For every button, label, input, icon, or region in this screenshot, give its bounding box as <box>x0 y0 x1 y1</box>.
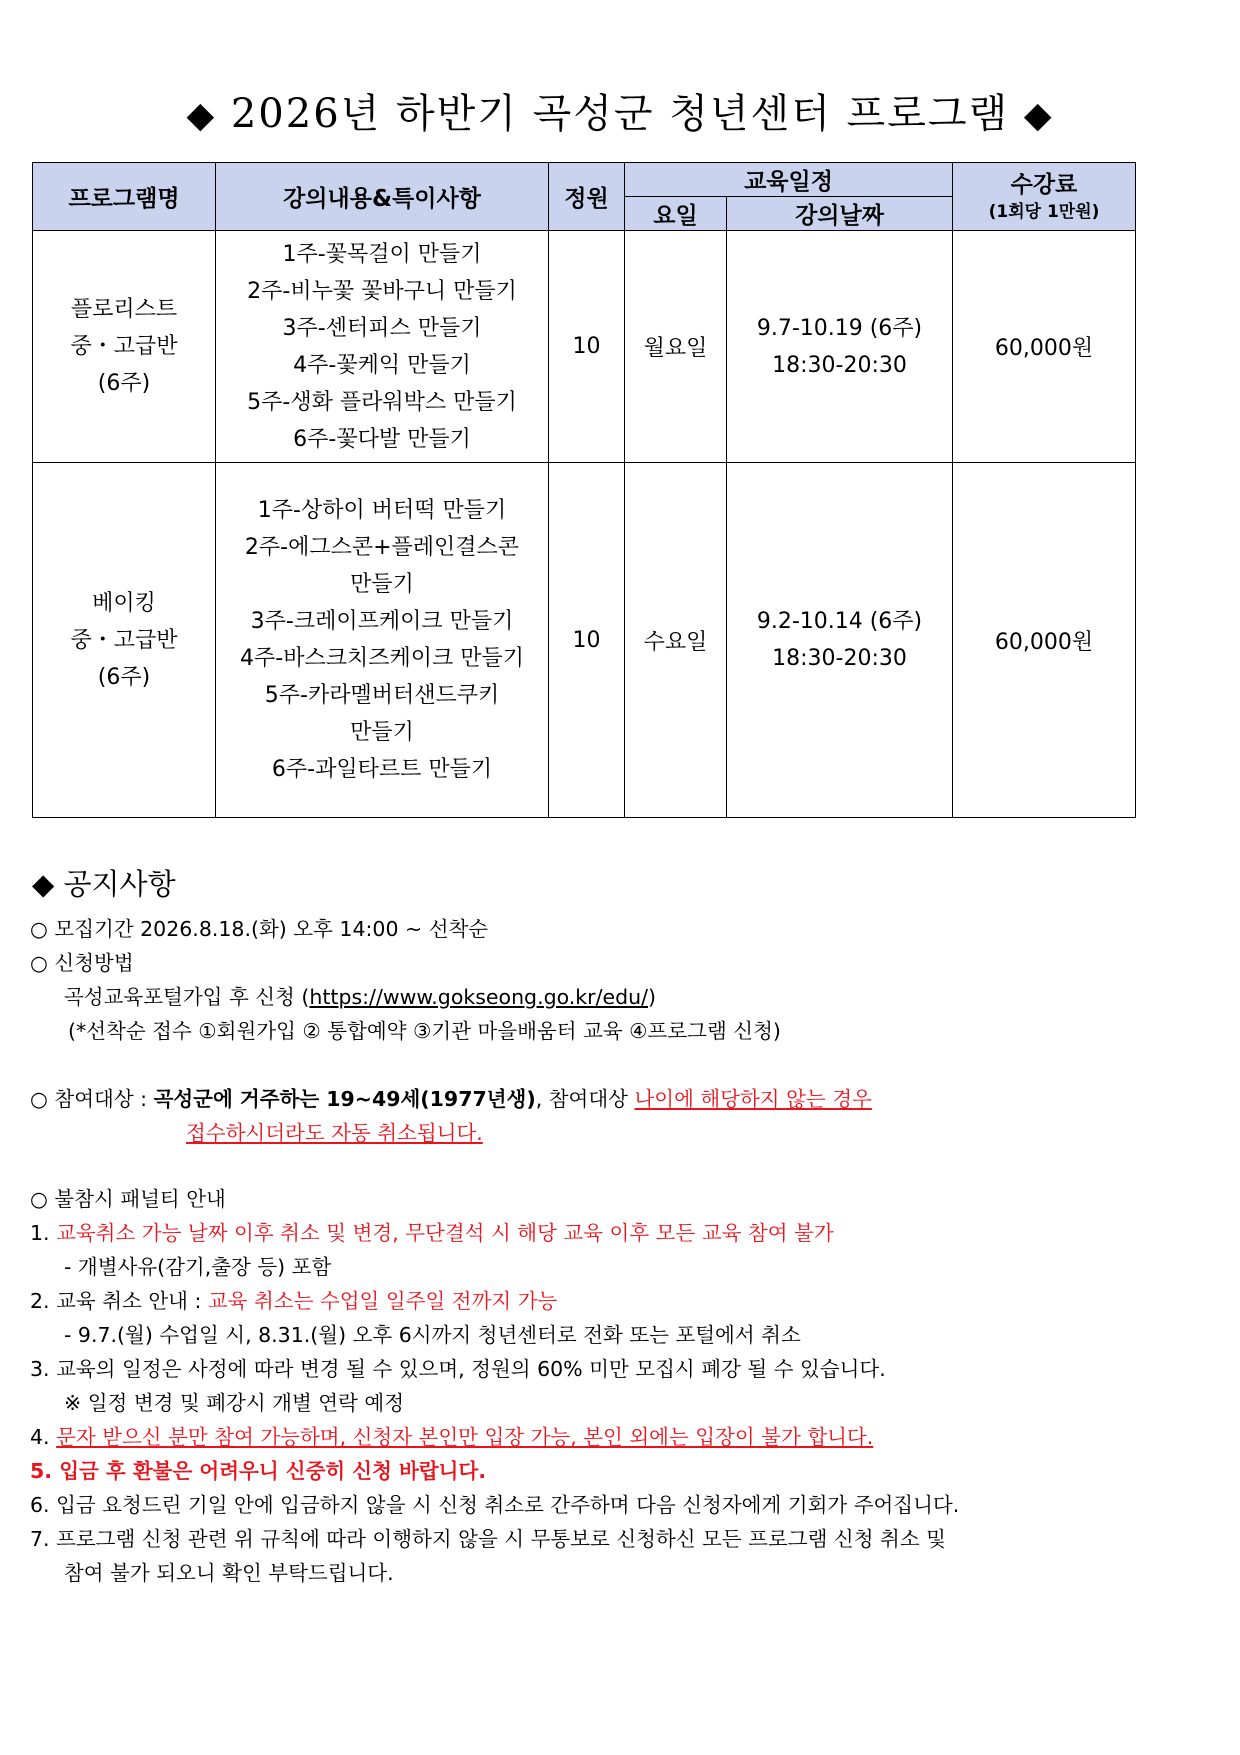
program-name-line: (6주) <box>97 371 151 396</box>
item-2-red: 교육 취소는 수업일 일주일 전까지 가능 <box>207 1289 558 1313</box>
program-name-cell <box>33 231 216 463</box>
content-line: 6주-꽃다발 만들기 <box>293 426 471 452</box>
program-content-cell <box>216 463 549 818</box>
header-program-name: 프로그램명 <box>33 163 216 231</box>
notice-item-6: 6. 입금 요청드린 기일 안에 입금하지 않을 시 신청 취소로 간주하며 다음 신청자에게 기회가 주어집니다. <box>30 1493 960 1517</box>
target-mid: , 참여대상 <box>535 1087 635 1111</box>
program-content-cell <box>216 231 549 463</box>
content-line: 만들기 <box>350 572 414 597</box>
content-line: 4주-꽃케익 만들기 <box>293 352 471 378</box>
item-2-text: 교육 취소 안내 : <box>56 1289 208 1313</box>
content-line: 1주-상하이 버터떡 만들기 <box>257 498 507 523</box>
fee-cell: 60,000원 <box>953 463 1136 818</box>
header-fee <box>953 163 1136 231</box>
notice-item-3: 3. 교육의 일정은 사정에 따라 변경 될 수 있으며, 정원의 60% 미만 모집시 폐강 될 수 있습니다. <box>30 1357 886 1381</box>
content-line: 6주-과일타르트 만들기 <box>271 757 493 782</box>
content-line: 5주-카라멜버터샌드쿠키 <box>264 683 500 708</box>
target-bold: 곡성군에 거주하는 19~49세(1977년생) <box>153 1087 536 1111</box>
page-title <box>0 82 1240 139</box>
header-fee-note: (1회당 1만원) <box>988 201 1100 222</box>
notice-item-4 <box>30 1420 873 1454</box>
portal-link[interactable]: https://www.gokseong.go.kr/edu/ <box>309 985 649 1009</box>
content-line: 2주-비누꽃 꽃바구니 만들기 <box>247 278 517 304</box>
dates-line: 9.7-10.19 (6주) <box>756 315 923 341</box>
diamond-right-icon: ◆ <box>1023 95 1054 136</box>
content-line: 3주-센터피스 만들기 <box>282 315 482 341</box>
item-1-num: 1. <box>30 1221 57 1245</box>
content-line: 3주-크레이프케이크 만들기 <box>250 609 514 634</box>
method-suffix: ) <box>648 985 657 1009</box>
notice-target <box>30 1082 872 1116</box>
header-dates: 강의날짜 <box>727 197 953 231</box>
notice-item-7: 7. 프로그램 신청 관련 위 규칙에 따라 이행하지 않을 시 무통보로 신청하신 모든 프로그램 신청 취소 및 <box>30 1527 946 1551</box>
fee-cell: 60,000원 <box>953 231 1136 463</box>
header-day: 요일 <box>625 197 727 231</box>
header-fee-label: 수강료 <box>1010 171 1078 198</box>
program-name-line: 베이킹 <box>92 590 156 616</box>
notice-item-1 <box>30 1216 834 1250</box>
dates-line: 9.2-10.14 (6주) <box>756 609 923 634</box>
table-row <box>33 231 1136 463</box>
item-2-num: 2. <box>30 1289 57 1313</box>
program-name-line: (6주) <box>97 664 151 690</box>
item-4-text: 문자 받으신 분만 참여 가능하며, 신청자 본인만 입장 가능, 본인 외에는 입장이 불가 합니다. <box>56 1425 874 1449</box>
dates-line: 18:30-20:30 <box>772 352 907 378</box>
program-name-line: 중・고급반 <box>70 334 178 359</box>
header-capacity: 정원 <box>549 163 625 231</box>
notice-heading: ◆ 공지사항 <box>32 867 176 901</box>
program-name-cell <box>33 463 216 818</box>
notice-item-1-sub: - 개별사유(감기,출장 등) 포함 <box>64 1255 332 1279</box>
notice-penalty-label: ○ 불참시 패널티 안내 <box>30 1187 226 1211</box>
content-line: 2주-에그스콘+플레인결스콘 <box>244 535 520 560</box>
header-schedule: 교육일정 <box>625 163 953 197</box>
content-line: 만들기 <box>350 720 414 745</box>
content-line: 1주-꽃목걸이 만들기 <box>282 241 482 267</box>
notice-item-7-cont: 참여 불가 되오니 확인 부탁드립니다. <box>64 1561 394 1585</box>
item-4-num: 4. <box>30 1425 57 1449</box>
capacity-cell: 10 <box>549 463 625 818</box>
notice-method-steps: (*선착순 접수 ①회원가입 ② 통합예약 ③기관 마을배움터 교육 ④프로그램 신청) <box>68 1019 781 1043</box>
content-line: 5주-생화 플라워박스 만들기 <box>247 389 517 415</box>
dates-cell <box>727 463 953 818</box>
notice-item-2-sub: - 9.7.(월) 수업일 시, 8.31.(월) 오후 6시까지 청년센터로 전화 또는 포털에서 취소 <box>64 1323 801 1347</box>
notice-item-2 <box>30 1284 557 1318</box>
title-text: 2026년 하반기 곡성군 청년센터 프로그램 <box>230 91 1010 137</box>
day-cell: 수요일 <box>625 463 727 818</box>
notice-item-3-sub: ※ 일정 변경 및 폐강시 개별 연락 예정 <box>64 1391 405 1415</box>
program-table <box>32 162 1136 818</box>
target-label: ○ 참여대상 : <box>30 1087 154 1111</box>
program-name-line: 플로리스트 <box>70 297 178 322</box>
notice-method-label: ○ 신청방법 <box>30 951 134 975</box>
capacity-cell: 10 <box>549 231 625 463</box>
diamond-left-icon: ◆ <box>186 95 217 136</box>
target-warning-2: 접수하시더라도 자동 취소됩니다. <box>186 1121 483 1145</box>
dates-line: 18:30-20:30 <box>772 646 907 671</box>
day-cell: 월요일 <box>625 231 727 463</box>
notice-period: ○ 모집기간 2026.8.18.(화) 오후 14:00 ~ 선착순 <box>30 917 489 941</box>
target-warning-1: 나이에 해당하지 않는 경우 <box>634 1087 872 1111</box>
method-prefix: 곡성교육포털가입 후 신청 ( <box>64 985 310 1009</box>
program-name-line: 중・고급반 <box>70 627 178 653</box>
header-content: 강의내용&특이사항 <box>216 163 549 231</box>
item-1-text: 교육취소 가능 날짜 이후 취소 및 변경, 무단결석 시 해당 교육 이후 모든 교육 참여 불가 <box>56 1221 834 1245</box>
notice-method-line <box>64 980 656 1014</box>
table-row <box>33 463 1136 818</box>
notice-item-5: 5. 입금 후 환불은 어려우니 신중히 신청 바랍니다. <box>30 1459 487 1483</box>
content-line: 4주-바스크치즈케이크 만들기 <box>240 646 524 671</box>
dates-cell <box>727 231 953 463</box>
